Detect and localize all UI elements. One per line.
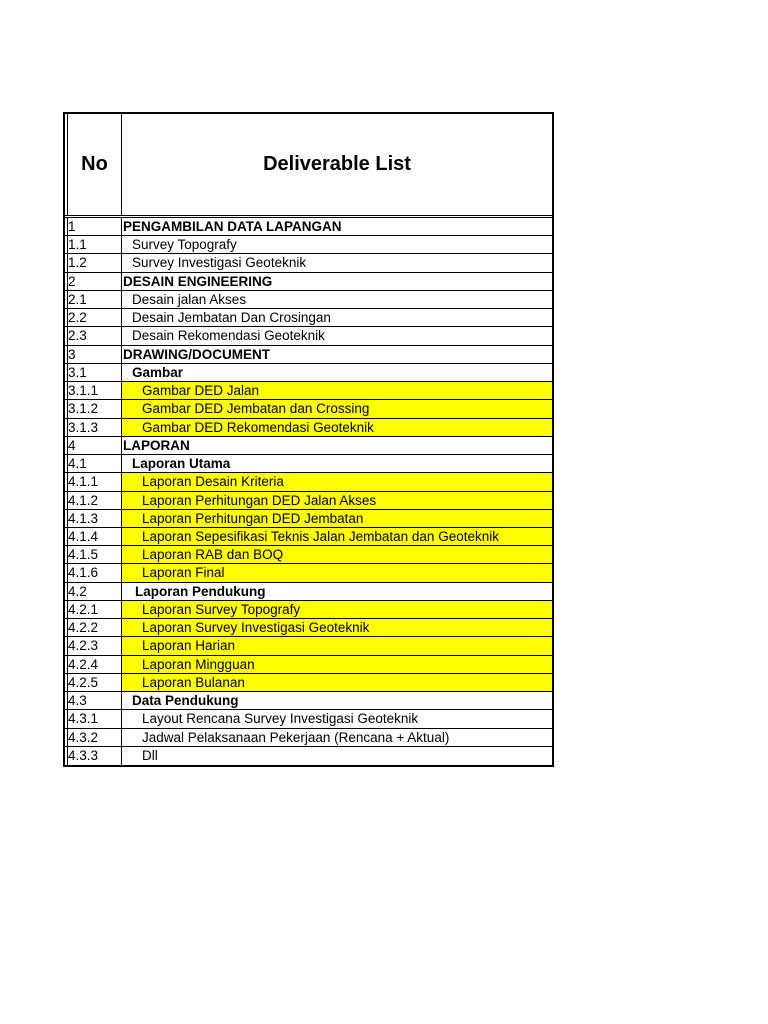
row-number: 3.1.3 (67, 419, 122, 436)
table-row (65, 546, 552, 564)
row-description: Dll (142, 747, 158, 763)
table-row (65, 710, 552, 728)
row-description: Laporan Mingguan (122, 656, 552, 673)
table-row (65, 619, 552, 637)
row-number: 3.1.2 (67, 400, 122, 417)
table-row (65, 674, 552, 692)
row-number: 1.2 (67, 254, 122, 271)
row-description: Laporan Desain Kriteria (122, 473, 552, 490)
row-description: Laporan Perhitungan DED Jembatan (122, 510, 552, 527)
table-row (65, 273, 552, 291)
deliverable-table (63, 112, 554, 767)
header-deliverable-list: Deliverable List (263, 153, 411, 175)
table-row (65, 729, 552, 747)
row-description: Laporan Survey Investigasi Geoteknik (122, 619, 552, 636)
row-description: Laporan RAB dan BOQ (122, 546, 552, 563)
row-number: 4.2.4 (67, 656, 122, 673)
row-number: 3.1 (67, 364, 122, 381)
table-body (65, 218, 552, 765)
row-description: Laporan Harian (122, 637, 552, 654)
table-row (65, 528, 552, 546)
row-number: 1 (67, 218, 122, 235)
row-description: Layout Rencana Survey Investigasi Geoteknik (142, 711, 419, 727)
row-number: 4.1.6 (67, 564, 122, 581)
row-description: Laporan Sepesifikasi Teknis Jalan Jembatan dan Geoteknik (122, 528, 552, 545)
row-description: Laporan Bulanan (122, 674, 552, 691)
row-description: Gambar DED Jalan (122, 382, 552, 399)
row-number: 1.1 (67, 236, 122, 253)
row-description: Desain jalan Akses (132, 291, 247, 307)
row-description: Gambar (132, 364, 184, 380)
table-row (65, 564, 552, 582)
table-row (65, 510, 552, 528)
row-number: 4.1.1 (67, 473, 122, 490)
row-number: 2 (67, 273, 122, 290)
table-row (65, 637, 552, 655)
row-number: 4.2 (67, 583, 122, 600)
row-number: 2.2 (67, 309, 122, 326)
row-description: Laporan Perhitungan DED Jalan Akses (122, 492, 552, 509)
row-number: 4.3.1 (67, 710, 122, 727)
row-description: Laporan Utama (132, 456, 231, 472)
table-row (65, 364, 552, 382)
table-header (65, 114, 552, 218)
row-number: 3.1.1 (67, 382, 122, 399)
row-description: DESAIN ENGINEERING (123, 273, 273, 289)
table-row (65, 309, 552, 327)
row-number: 2.3 (67, 327, 122, 344)
row-number: 4.1.4 (67, 528, 122, 545)
table-row (65, 382, 552, 400)
table-row (65, 327, 552, 345)
row-description: Laporan Survey Topografy (122, 601, 552, 618)
table-row (65, 419, 552, 437)
table-row (65, 218, 552, 236)
header-no: No (67, 114, 122, 215)
row-number: 4.3.2 (67, 729, 122, 746)
row-number: 4.2.1 (67, 601, 122, 618)
table-row (65, 492, 552, 510)
row-number: 2.1 (67, 291, 122, 308)
row-description: Laporan Pendukung (135, 583, 266, 599)
row-number: 4.1.5 (67, 546, 122, 563)
table-row (65, 473, 552, 491)
row-number: 4 (67, 437, 122, 454)
row-description: DRAWING/DOCUMENT (123, 346, 270, 362)
row-description: LAPORAN (123, 437, 190, 453)
table-row (65, 236, 552, 254)
row-number: 4.1 (67, 455, 122, 472)
row-number: 4.2.5 (67, 674, 122, 691)
row-number: 4.2.3 (67, 637, 122, 654)
row-number: 4.3 (67, 692, 122, 709)
row-description: PENGAMBILAN DATA LAPANGAN (123, 219, 342, 234)
row-description: Desain Jembatan Dan Crosingan (132, 310, 331, 326)
table-row (65, 346, 552, 364)
row-description: Survey Investigasi Geoteknik (132, 255, 307, 271)
row-description: Data Pendukung (132, 693, 239, 709)
table-row (65, 254, 552, 272)
row-description: Laporan Final (122, 564, 552, 581)
table-row (65, 656, 552, 674)
table-row (65, 601, 552, 619)
row-number: 4.2.2 (67, 619, 122, 636)
row-description: Gambar DED Rekomendasi Geoteknik (122, 419, 552, 436)
row-number: 4.1.3 (67, 510, 122, 527)
row-description: Jadwal Pelaksanaan Pekerjaan (Rencana + Aktual) (142, 729, 450, 745)
table-row (65, 692, 552, 710)
table-row (65, 400, 552, 418)
row-number: 4.1.2 (67, 492, 122, 509)
table-row (65, 437, 552, 455)
table-row (65, 747, 552, 765)
row-description: Desain Rekomendasi Geoteknik (132, 328, 325, 344)
table-row (65, 291, 552, 309)
row-number: 4.3.3 (67, 747, 122, 765)
table-row (65, 583, 552, 601)
row-description: Survey Topografy (132, 237, 237, 253)
row-number: 3 (67, 346, 122, 363)
row-description: Gambar DED Jembatan dan Crossing (122, 400, 552, 417)
table-row (65, 455, 552, 473)
